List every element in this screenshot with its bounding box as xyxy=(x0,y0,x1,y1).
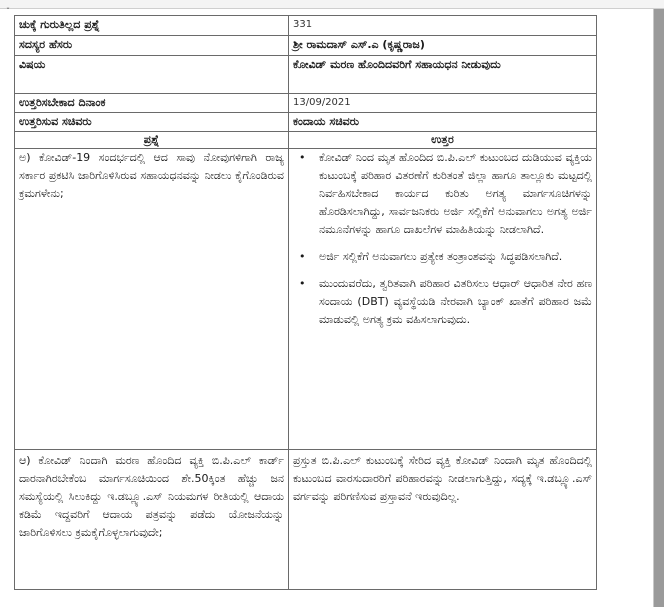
column-header-row xyxy=(15,132,597,149)
viewer-side-strip[interactable] xyxy=(653,9,664,607)
question-header: ಪ್ರಶ್ನೆ xyxy=(15,132,289,149)
answer-header: ಉತ್ತರ xyxy=(289,132,597,149)
question-text: ಆ) ಕೋವಿಡ್ ನಿಂದಾಗಿ ಮರಣ ಹೊಂದಿದ ವ್ಯಕ್ತಿ ಬಿ.ಪಿ.ಎಲ್ ಕಾರ್ಡ್ ದಾರನಾಗಿರಬೇಕೆಂಬ ಮಾರ್ಗಸೂಚಿಯಿಂದ ಶೇ.50ಕ್ಕಿಂತ ಹೆಚ್ಚು ಜನ ಸಮಸ್ಯೆಯಲ್ಲಿ ಸಿಲುಕಿದ್ದು ಇ.ಡಬ್ಲ್ಯೂ.ಎಸ್ ನಿಯಮಗಳ ರೀತಿಯಲ್ಲಿ ಆದಾಯ ಕಡಿಮೆ ಇದ್ದವರಿಗೆ ಆದಾಯ ಪತ್ರವನ್ನು ಪಡೆದು ಯೋಜನೆಯನ್ನು ಜಾರಿಗೊಳಿಸಲು ಕ್ರಮಕೈಗೊಳ್ಳಲಾಗುವುದೇ; xyxy=(15,450,289,590)
viewer-top-strip xyxy=(0,0,664,9)
answer-text: ಪ್ರಸ್ತುತ ಬಿ.ಪಿ.ಎಲ್ ಕುಟುಂಬಕ್ಕೆ ಸೇರಿದ ವ್ಯಕ್ತಿ ಕೋವಿಡ್ ನಿಂದಾಗಿ ಮೃತ ಹೊಂದಿದಲ್ಲಿ ಕುಟುಂಬದ ವಾರಸುದಾರರಿಗೆ ಪರಿಹಾರವನ್ನು ನೀಡಲಾಗುತ್ತಿದ್ದು, ಸದ್ಯಕ್ಕೆ ಇ.ಡಬ್ಲ್ಯೂ.ಎಸ್ ವರ್ಗವನ್ನು ಪರಿಗಣಿಸುವ ಪ್ರಸ್ತಾವನೆ ಇರುವುದಿಲ್ಲ. xyxy=(289,450,597,590)
answer-bullet-text: ಕೋವಿಡ್ ನಿಂದ ಮೃತ ಹೊಂದಿದ ಬಿ.ಪಿ.ಎಲ್ ಕುಟುಂಬದ ದುಡಿಯುವ ವ್ಯಕ್ತಿಯ ಕುಟುಂಬಕ್ಕೆ ಪರಿಹಾರ ವಿತರಣೆಗೆ ಕುರಿತಂತೆ ಜಿಲ್ಲಾ ಹಾಗೂ ತಾಲ್ಲೂಕು ಮಟ್ಟದಲ್ಲಿ ನಿರ್ವಹಿಸಬೇಕಾದ ಕಾರ್ಯದ ಕುರಿತು ಅಗತ್ಯ ಮಾರ್ಗಸೂಚಿಗಳನ್ನು ಹೊರಡಿಸಲಾಗಿದ್ದು, ಸಾರ್ವಜನಿಕರು ಅರ್ಜಿ ಸಲ್ಲಿಕೆಗೆ ಅನುವಾಗಲು ಅಗತ್ಯ ಅರ್ಜಿ ನಮೂನೆಗಳನ್ನು ಹಾಗೂ ದಾಖಲೆಗಳ ಮಾಹಿತಿಯನ್ನು ನೀಡಲಾಗಿದೆ. xyxy=(319,151,592,236)
answer-bullet-list xyxy=(293,149,592,329)
meta-row-answer-date xyxy=(15,94,597,113)
question-number: 331 xyxy=(289,16,597,36)
qa-row xyxy=(15,149,597,450)
subject: ಕೋವಿಡ್ ಮರಣ ಹೊಂದಿದವರಿಗೆ ಸಹಾಯಧನ ನೀಡುವುದು xyxy=(289,56,597,94)
answer-bullet xyxy=(299,248,592,266)
meta-row-minister xyxy=(15,113,597,132)
meta-label: ವಿಷಯ xyxy=(15,56,289,94)
answer-cell xyxy=(289,149,597,450)
question-text: ಅ) ಕೋವಿಡ್-19 ಸಂದರ್ಭದಲ್ಲಿ ಆದ ಸಾವು ನೋವುಗಳಿಗಾಗಿ ರಾಜ್ಯ ಸರ್ಕಾರ ಪ್ರಕಟಿಸಿ ಜಾರಿಗೊಳಿಸಿರುವ ಸಹಾಯಧನವನ್ನು ನೀಡಲು ಕೈಗೊಂಡಿರುವ ಕ್ರಮಗಳೇನು; xyxy=(15,149,289,450)
answering-minister: ಕಂದಾಯ ಸಚಿವರು xyxy=(289,113,597,132)
question-answer-table xyxy=(14,15,597,590)
meta-row-question-number xyxy=(15,16,597,36)
meta-label: ಉತ್ತರಿಸುವ ಸಚಿವರು xyxy=(15,113,289,132)
meta-label: ಉತ್ತರಿಸಬೇಕಾದ ದಿನಾಂಕ xyxy=(15,94,289,113)
meta-label: ಸದಸ್ಯರ ಹೆಸರು xyxy=(15,36,289,56)
bullet-icon: • xyxy=(299,277,306,290)
meta-row-member-name xyxy=(15,36,597,56)
answer-date: 13/09/2021 xyxy=(289,94,597,113)
meta-row-subject xyxy=(15,56,597,94)
bullet-icon: • xyxy=(299,151,306,164)
document-page xyxy=(0,9,653,607)
answer-bullet xyxy=(299,149,592,239)
answer-bullet-text: ಮುಂದುವರೆದು, ತ್ವರಿತವಾಗಿ ಪರಿಹಾರ ವಿತರಿಸಲು ಆಧಾರ್ ಆಧಾರಿತ ನೇರ ಹಣ ಸಂದಾಯ (DBT) ವ್ಯವಸ್ಥೆಯಡಿ ನೇರವಾಗಿ ಬ್ಯಾಂಕ್ ಖಾತೆಗೆ ಪರಿಹಾರ ಜಮೆ ಮಾಡುವಲ್ಲಿ ಅಗತ್ಯ ಕ್ರಮ ವಹಿಸಲಾಗುವುದು. xyxy=(319,277,592,326)
member-name: ಶ್ರೀ ರಾಮದಾಸ್ ಎಸ್.ಎ (ಕೃಷ್ಣರಾಜ) xyxy=(289,36,597,56)
qa-row xyxy=(15,450,597,590)
answer-bullet-text: ಅರ್ಜಿ ಸಲ್ಲಿಕೆಗೆ ಅನುವಾಗಲು ಪ್ರತ್ಯೇಕ ತಂತ್ರಾಂಶವನ್ನು ಸಿದ್ಧಪಡಿಸಲಾಗಿದೆ. xyxy=(319,250,563,263)
meta-label: ಚುಕ್ಕೆ ಗುರುತಿಲ್ಲದ ಪ್ರಶ್ನೆ xyxy=(15,16,289,36)
bullet-icon: • xyxy=(299,250,306,263)
answer-bullet xyxy=(299,275,592,329)
